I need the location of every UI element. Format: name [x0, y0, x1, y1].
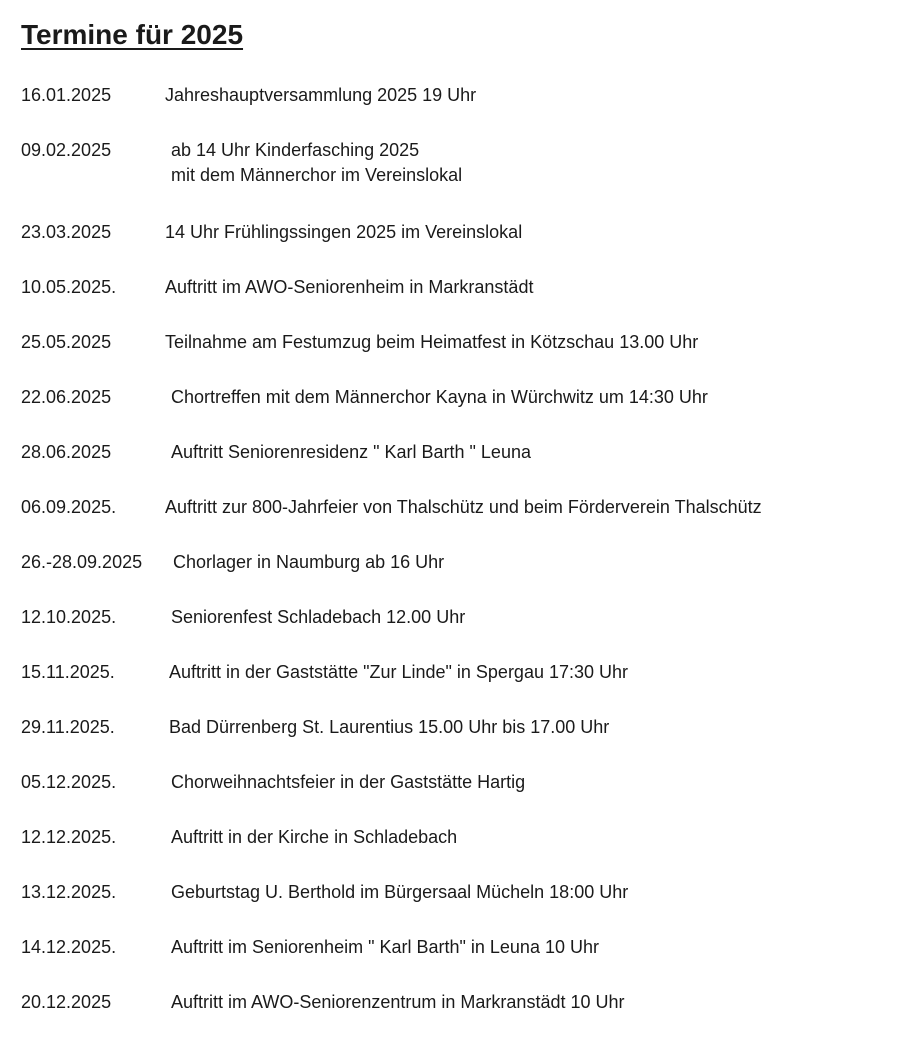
event-description-line: 14 Uhr Frühlingssingen 2025 im Vereinslokal: [165, 222, 523, 242]
event-date: 15.11.2025.: [21, 662, 115, 682]
event-description: [171, 138, 462, 188]
event-date: 06.09.2025.: [21, 497, 117, 517]
event-description-line: Teilnahme am Festumzug beim Heimatfest in Kötzschau 13.00 Uhr: [165, 332, 699, 352]
event-description-line: Auftritt im Seniorenheim " Karl Barth" in Leuna 10 Uhr: [171, 937, 599, 957]
event-description-line: Auftritt in der Kirche in Schladebach: [171, 827, 458, 847]
page-title: Termine für 2025: [21, 19, 244, 50]
event-description: [165, 83, 476, 108]
event-date: 09.02.2025: [21, 140, 112, 160]
event-description: [169, 715, 609, 740]
event-description: [171, 440, 531, 465]
event-date: 26.-28.09.2025: [21, 552, 143, 572]
event-description-line: ab 14 Uhr Kinderfasching 2025: [171, 140, 420, 160]
event-description: [171, 825, 457, 850]
event-date: 12.12.2025.: [21, 827, 117, 847]
event-description: [171, 935, 599, 960]
event-description: [171, 880, 628, 905]
event-date: 13.12.2025.: [21, 882, 117, 902]
event-description-line: Seniorenfest Schladebach 12.00 Uhr: [171, 607, 466, 627]
event-description: [165, 495, 762, 520]
event-description-line: Auftritt in der Gaststätte "Zur Linde" in Spergau 17:30 Uhr: [169, 662, 629, 682]
event-description-line: Auftritt im AWO-Seniorenheim in Markranstädt: [165, 277, 534, 297]
event-date: 28.06.2025: [21, 442, 112, 462]
event-description: [173, 550, 444, 575]
event-date: 20.12.2025: [21, 992, 112, 1012]
event-description-line: Auftritt Seniorenresidenz " Karl Barth " Leuna: [171, 442, 531, 462]
event-description-line: Auftritt zur 800-Jahrfeier von Thalschütz und beim Förderverein Thalschütz: [165, 497, 762, 517]
event-list: [21, 0, 891, 1045]
event-description-line: Bad Dürrenberg St. Laurentius 15.00 Uhr bis 17.00 Uhr: [169, 717, 610, 737]
event-description-line: Jahreshauptversammlung 2025 19 Uhr: [165, 85, 477, 105]
event-date: 25.05.2025: [21, 332, 112, 352]
event-description-line: Auftritt im AWO-Seniorenzentrum in Markranstädt 10 Uhr: [171, 992, 625, 1012]
event-date: 10.05.2025.: [21, 277, 117, 297]
event-description-line: Geburtstag U. Berthold im Bürgersaal Mücheln 18:00 Uhr: [171, 882, 629, 902]
event-date: 29.11.2025.: [21, 717, 115, 737]
event-date: 12.10.2025.: [21, 607, 117, 627]
event-date: 05.12.2025.: [21, 772, 117, 792]
event-description: [171, 770, 525, 795]
event-description-line: Chorlager in Naumburg ab 16 Uhr: [173, 552, 445, 572]
event-date: 16.01.2025: [21, 85, 112, 105]
event-description: [171, 605, 465, 630]
event-description: [171, 385, 708, 410]
event-description: [165, 275, 533, 300]
event-date: 14.12.2025.: [21, 937, 117, 957]
event-description-line: Chortreffen mit dem Männerchor Kayna in Würchwitz um 14:30 Uhr: [171, 387, 708, 407]
event-description-line: Chorweihnachtsfeier in der Gaststätte Hartig: [171, 772, 526, 792]
event-description: [165, 330, 698, 355]
event-description: [165, 220, 522, 245]
event-date: 22.06.2025: [21, 387, 112, 407]
event-description-line: mit dem Männerchor im Vereinslokal: [171, 165, 463, 185]
event-date: 23.03.2025: [21, 222, 112, 242]
event-description: [171, 990, 625, 1015]
event-description: [169, 660, 628, 685]
